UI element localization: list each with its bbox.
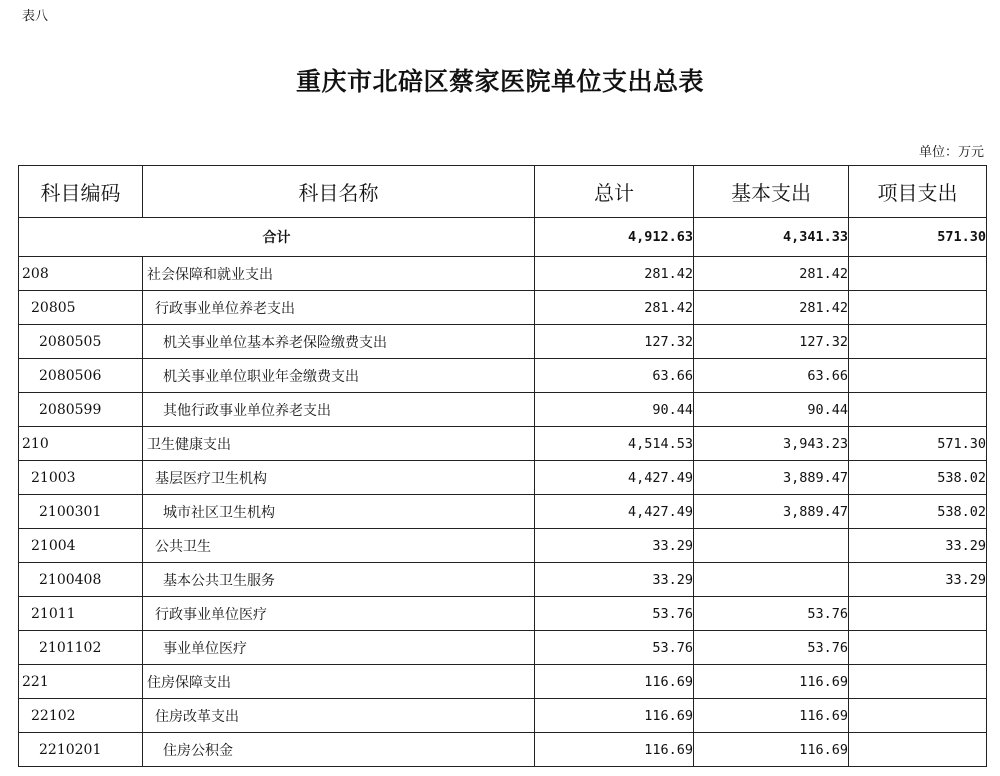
basic-cell: 127.32 [694,325,849,359]
project-cell [849,325,987,359]
code-cell: 21003 [19,461,143,495]
total-cell: 4,427.49 [535,461,694,495]
project-cell: 538.02 [849,461,987,495]
project-cell [849,631,987,665]
header-total: 总计 [535,166,694,218]
project-cell [849,257,987,291]
name-cell: 住房保障支出 [143,665,535,699]
code-cell: 221 [19,665,143,699]
project-cell: 538.02 [849,495,987,529]
project-cell: 33.29 [849,563,987,597]
name-cell: 住房公积金 [143,733,535,767]
name-cell: 行政事业单位养老支出 [143,291,535,325]
name-cell: 机关事业单位职业年金缴费支出 [143,359,535,393]
table-row [19,291,987,325]
page-title: 重庆市北碚区蔡家医院单位支出总表 [295,67,704,96]
code-cell: 2100301 [19,495,143,529]
code-cell: 2080506 [19,359,143,393]
name-cell: 住房改革支出 [143,699,535,733]
table-row [19,699,987,733]
project-cell: 571.30 [849,427,987,461]
code-cell: 2080599 [19,393,143,427]
basic-cell [694,529,849,563]
total-cell: 53.76 [535,631,694,665]
total-cell: 33.29 [535,529,694,563]
expenditure-table [18,165,987,767]
basic-cell [694,563,849,597]
basic-cell: 53.76 [694,631,849,665]
name-cell: 卫生健康支出 [143,427,535,461]
table-row [19,563,987,597]
basic-cell: 3,943.23 [694,427,849,461]
name-cell: 其他行政事业单位养老支出 [143,393,535,427]
header-basic: 基本支出 [694,166,849,218]
project-cell [849,597,987,631]
total-cell: 53.76 [535,597,694,631]
table-row [19,631,987,665]
total-project-cell: 571.30 [849,218,987,257]
code-cell: 2080505 [19,325,143,359]
basic-cell: 3,889.47 [694,495,849,529]
table-row [19,665,987,699]
project-cell [849,291,987,325]
unit-label: 单位：万元 [918,145,984,160]
basic-cell: 53.76 [694,597,849,631]
basic-cell: 281.42 [694,291,849,325]
code-cell: 21011 [19,597,143,631]
basic-cell: 63.66 [694,359,849,393]
header-name: 科目名称 [143,166,535,218]
basic-cell: 90.44 [694,393,849,427]
basic-cell: 116.69 [694,733,849,767]
table-row [19,495,987,529]
total-cell: 281.42 [535,257,694,291]
name-cell: 基本公共卫生服务 [143,563,535,597]
code-cell: 2101102 [19,631,143,665]
header-row [19,166,987,218]
basic-cell: 3,889.47 [694,461,849,495]
code-cell: 20805 [19,291,143,325]
total-row [19,218,987,257]
project-cell [849,699,987,733]
code-cell: 2100408 [19,563,143,597]
header-project: 项目支出 [849,166,987,218]
total-basic-cell: 4,341.33 [694,218,849,257]
total-cell: 4,427.49 [535,495,694,529]
project-cell [849,733,987,767]
total-sum-cell: 4,912.63 [535,218,694,257]
total-cell: 63.66 [535,359,694,393]
total-cell: 281.42 [535,291,694,325]
name-cell: 机关事业单位基本养老保险缴费支出 [143,325,535,359]
name-cell: 城市社区卫生机构 [143,495,535,529]
table-row [19,393,987,427]
project-cell [849,393,987,427]
table-number-label: 表八 [22,9,49,24]
project-cell: 33.29 [849,529,987,563]
total-cell: 90.44 [535,393,694,427]
total-cell: 116.69 [535,733,694,767]
total-cell: 116.69 [535,665,694,699]
total-cell: 127.32 [535,325,694,359]
name-cell: 社会保障和就业支出 [143,257,535,291]
code-cell: 2210201 [19,733,143,767]
total-cell: 116.69 [535,699,694,733]
basic-cell: 116.69 [694,699,849,733]
header-code: 科目编码 [19,166,143,218]
table-row [19,461,987,495]
table-row [19,325,987,359]
name-cell: 公共卫生 [143,529,535,563]
name-cell: 行政事业单位医疗 [143,597,535,631]
project-cell [849,665,987,699]
basic-cell: 116.69 [694,665,849,699]
code-cell: 22102 [19,699,143,733]
code-cell: 21004 [19,529,143,563]
name-cell: 基层医疗卫生机构 [143,461,535,495]
project-cell [849,359,987,393]
code-cell: 208 [19,257,143,291]
table-row [19,529,987,563]
total-label: 合计 [19,218,535,257]
name-cell: 事业单位医疗 [143,631,535,665]
table-row [19,359,987,393]
table-row [19,257,987,291]
table-row [19,733,987,767]
table-row [19,597,987,631]
total-cell: 4,514.53 [535,427,694,461]
total-cell: 33.29 [535,563,694,597]
code-cell: 210 [19,427,143,461]
table-row [19,427,987,461]
basic-cell: 281.42 [694,257,849,291]
